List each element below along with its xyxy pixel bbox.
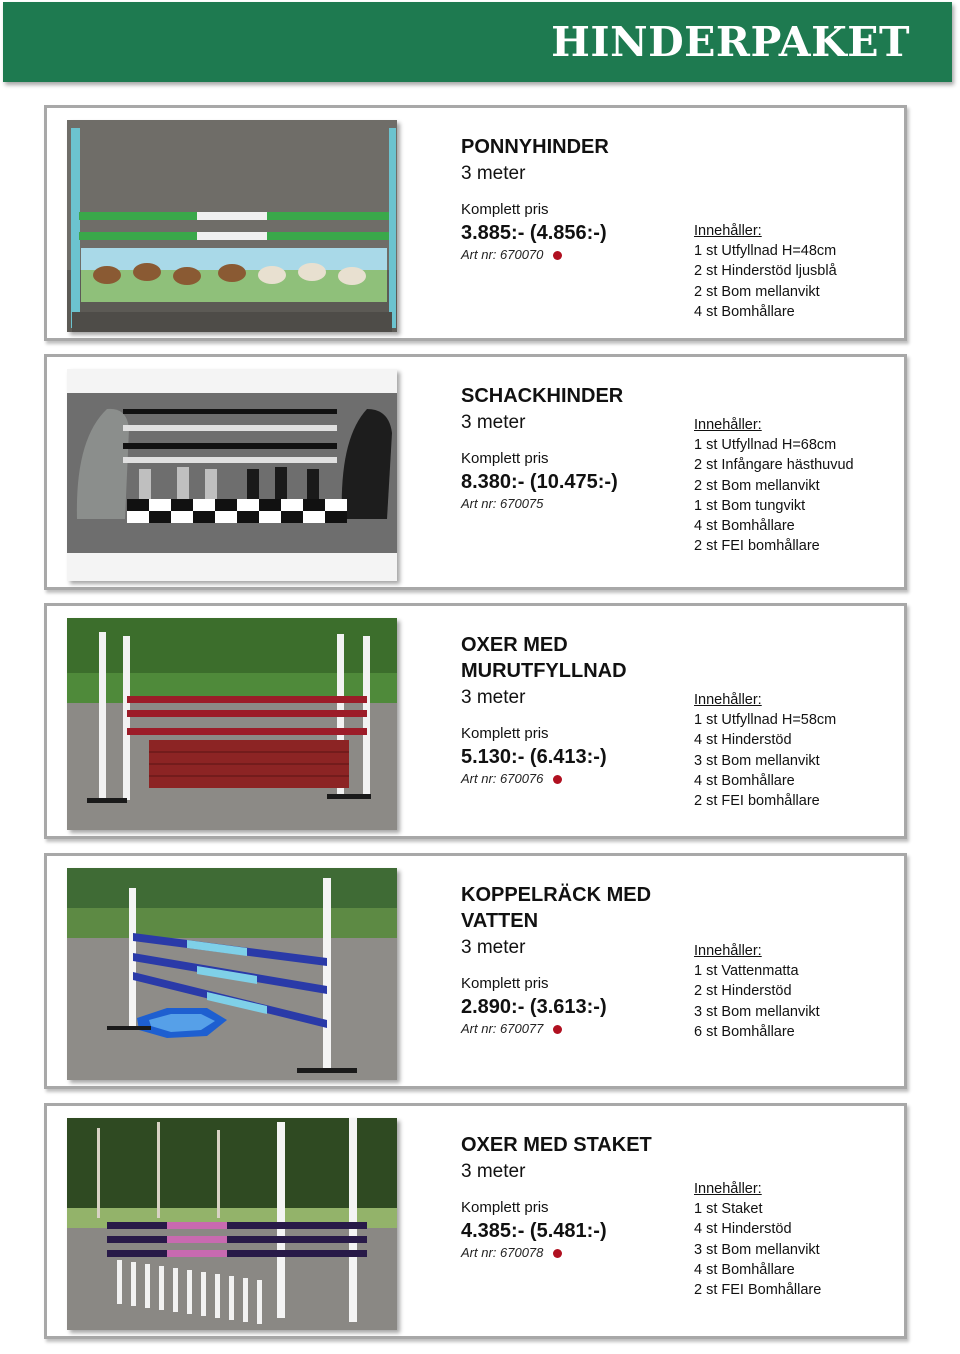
red-dot-icon bbox=[553, 1249, 562, 1258]
product-length: 3 meter bbox=[461, 412, 526, 433]
contents-item: 2 st FEI bomhållare bbox=[694, 538, 820, 555]
product-name: KOPPELRÄCK MED VATTEN bbox=[461, 884, 652, 932]
product-length: 3 meter bbox=[461, 1161, 526, 1182]
contents-list bbox=[694, 941, 894, 1042]
red-dot-icon bbox=[553, 1025, 562, 1034]
contents-item: 1 st Staket bbox=[694, 1201, 763, 1218]
contents-item: 4 st Bomhållare bbox=[694, 518, 795, 535]
article-number-text: Art nr: 670076 bbox=[461, 771, 544, 786]
price-label: Komplett pris bbox=[461, 975, 549, 992]
contents-item: 2 st Bom mellanvikt bbox=[694, 477, 820, 494]
contents-item: 4 st Hinderstöd bbox=[694, 1221, 792, 1238]
red-dot-icon bbox=[553, 251, 562, 260]
product-name: OXER MED STAKET bbox=[461, 1134, 652, 1156]
price-label: Komplett pris bbox=[461, 1199, 549, 1216]
product-length: 3 meter bbox=[461, 937, 526, 958]
red-dot-icon bbox=[553, 775, 562, 784]
contents-item: 2 st Hinderstöd ljusblå bbox=[694, 263, 837, 280]
contents-list bbox=[694, 415, 894, 556]
page-header bbox=[3, 2, 952, 82]
product-photo-schackhinder bbox=[67, 369, 397, 581]
contents-item: 1 st Utfyllnad H=68cm bbox=[694, 437, 837, 454]
product-card-oxer-staket bbox=[44, 1103, 907, 1339]
product-card-schackhinder bbox=[44, 354, 907, 590]
contents-list bbox=[694, 690, 894, 811]
product-info bbox=[461, 383, 691, 513]
product-card-oxer-mur bbox=[44, 603, 907, 839]
product-info bbox=[461, 1132, 691, 1262]
contents-list bbox=[694, 221, 894, 322]
price-label: Komplett pris bbox=[461, 450, 549, 467]
contents-item: 1 st Utfyllnad H=48cm bbox=[694, 243, 837, 260]
product-photo-ponnyhinder bbox=[67, 120, 397, 332]
product-photo-oxer-staket bbox=[67, 1118, 397, 1330]
contents-item: 6 st Bomhållare bbox=[694, 1023, 795, 1040]
product-info bbox=[461, 632, 691, 788]
price-label: Komplett pris bbox=[461, 201, 549, 218]
contents-item: 1 st Bom tungvikt bbox=[694, 497, 806, 514]
product-price: 2.890:- (3.613:-) bbox=[461, 996, 607, 1018]
contents-item: 4 st Bomhållare bbox=[694, 1261, 795, 1278]
product-name: SCHACKHINDER bbox=[461, 385, 624, 407]
contents-item: 1 st Utfyllnad H=58cm bbox=[694, 712, 837, 729]
article-number bbox=[461, 246, 691, 264]
product-card-koppelrack bbox=[44, 853, 907, 1089]
product-name: PONNYHINDER bbox=[461, 136, 609, 158]
product-price: 4.385:- (5.481:-) bbox=[461, 1220, 607, 1242]
product-length: 3 meter bbox=[461, 163, 526, 184]
contents-list bbox=[694, 1179, 894, 1300]
contents-heading: Innehåller: bbox=[694, 692, 762, 708]
article-number-text: Art nr: 670070 bbox=[461, 247, 544, 262]
contents-heading: Innehåller: bbox=[694, 943, 762, 959]
product-price: 3.885:- (4.856:-) bbox=[461, 222, 607, 244]
article-number-text: Art nr: 670077 bbox=[461, 1021, 544, 1036]
product-length: 3 meter bbox=[461, 687, 526, 708]
article-number: Art nr: 670075 bbox=[461, 496, 544, 511]
article-number bbox=[461, 1020, 691, 1038]
article-number bbox=[461, 770, 691, 788]
product-info bbox=[461, 882, 691, 1038]
contents-item: 3 st Bom mellanvikt bbox=[694, 752, 820, 769]
contents-item: 2 st FEI Bomhållare bbox=[694, 1282, 822, 1299]
contents-item: 2 st Bom mellanvikt bbox=[694, 283, 820, 300]
page-title: HINDERPAKET bbox=[551, 18, 910, 66]
contents-item: 1 st Vattenmatta bbox=[694, 963, 799, 980]
product-name: OXER MED MURUTFYLLNAD bbox=[461, 634, 627, 682]
contents-item: 4 st Bomhållare bbox=[694, 303, 795, 320]
product-card-ponnyhinder bbox=[44, 105, 907, 341]
product-price: 5.130:- (6.413:-) bbox=[461, 746, 607, 768]
product-price: 8.380:- (10.475:-) bbox=[461, 471, 618, 493]
contents-item: 2 st Infångare hästhuvud bbox=[694, 457, 854, 474]
product-photo-koppelrack bbox=[67, 868, 397, 1080]
article-number bbox=[461, 1244, 691, 1262]
product-photo-oxer-mur bbox=[67, 618, 397, 830]
product-info bbox=[461, 134, 691, 264]
contents-heading: Innehåller: bbox=[694, 223, 762, 239]
contents-item: 2 st Hinderstöd bbox=[694, 983, 792, 1000]
contents-item: 3 st Bom mellanvikt bbox=[694, 1241, 820, 1258]
contents-item: 3 st Bom mellanvikt bbox=[694, 1003, 820, 1020]
contents-heading: Innehåller: bbox=[694, 1181, 762, 1197]
price-label: Komplett pris bbox=[461, 725, 549, 742]
contents-item: 4 st Hinderstöd bbox=[694, 732, 792, 749]
contents-item: 4 st Bomhållare bbox=[694, 772, 795, 789]
contents-item: 2 st FEI bomhållare bbox=[694, 793, 820, 810]
article-number-text: Art nr: 670078 bbox=[461, 1245, 544, 1260]
contents-heading: Innehåller: bbox=[694, 417, 762, 433]
